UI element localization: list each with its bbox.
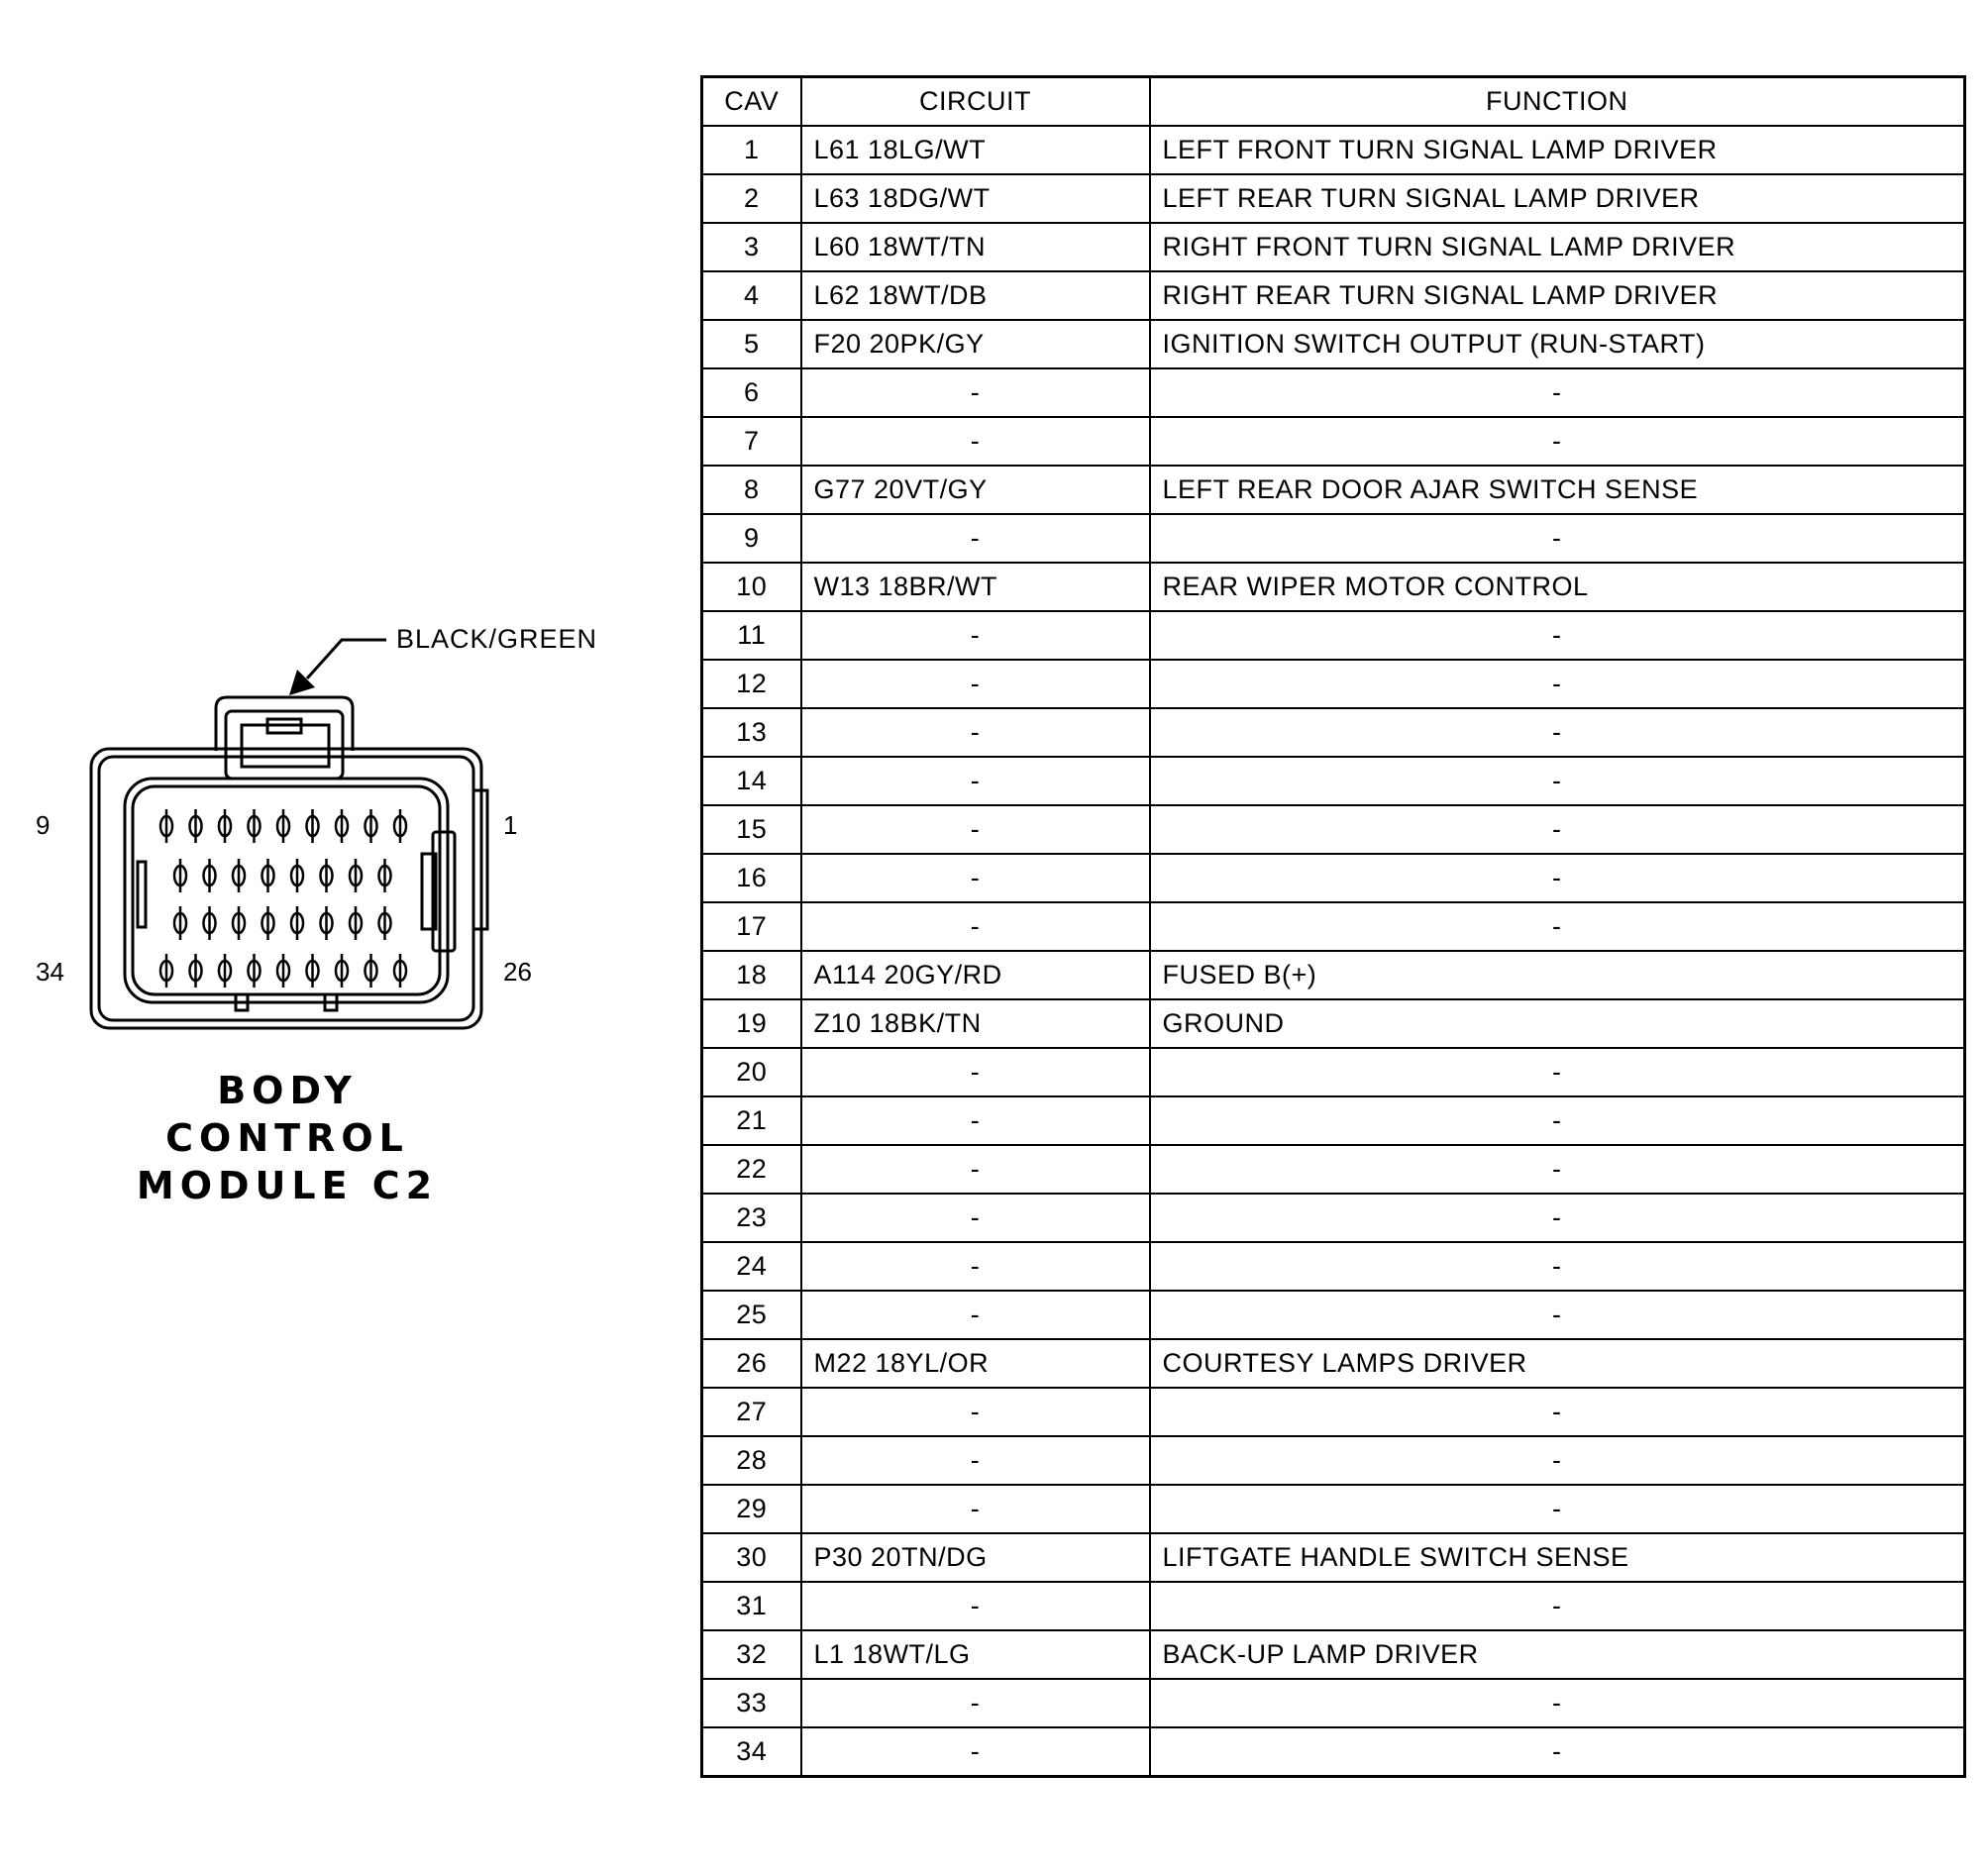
table-row [702,1242,1965,1291]
function-cell: GROUND [1150,999,1965,1048]
cav-cell: 19 [702,999,801,1048]
table-row [702,611,1965,660]
function-cell: - [1150,805,1965,854]
cav-cell: 9 [702,514,801,563]
circuit-cell: - [801,1145,1150,1194]
function-cell: - [1150,902,1965,951]
cav-cell: 17 [702,902,801,951]
connector-pin [262,906,274,940]
function-cell: BACK-UP LAMP DRIVER [1150,1630,1965,1679]
function-cell: - [1150,1388,1965,1436]
table-row [702,1388,1965,1436]
table-header-row [702,77,1965,127]
function-cell: - [1150,1679,1965,1727]
table-row [702,320,1965,368]
connector-pin [291,859,303,892]
connector-pin [277,954,289,988]
cav-cell: 25 [702,1291,801,1339]
cav-cell: 13 [702,708,801,757]
table-row [702,271,1965,320]
cav-cell: 6 [702,368,801,417]
function-cell: - [1150,1485,1965,1533]
table-row [702,1096,1965,1145]
function-cell: - [1150,417,1965,466]
circuit-cell: L60 18WT/TN [801,223,1150,271]
pin-label-top-left: 9 [36,810,51,840]
function-cell: RIGHT FRONT TURN SIGNAL LAMP DRIVER [1150,223,1965,271]
circuit-cell: A114 20GY/RD [801,951,1150,999]
connector-pin [174,906,186,940]
header-cav: CAV [702,77,801,127]
table-row [702,1582,1965,1630]
table-row [702,1533,1965,1582]
connector-title-line-1: BODY [217,1069,358,1112]
function-cell: - [1150,660,1965,708]
circuit-cell: W13 18BR/WT [801,563,1150,611]
function-cell: - [1150,757,1965,805]
circuit-cell: - [801,514,1150,563]
connector-pin [394,809,406,843]
connector-pin [219,954,231,988]
circuit-cell: L63 18DG/WT [801,174,1150,223]
connector-pin [190,954,202,988]
function-cell: - [1150,1048,1965,1096]
table-row [702,805,1965,854]
connector-pin [277,809,289,843]
connector-title-line-2: CONTROL [165,1116,409,1160]
cav-cell: 29 [702,1485,801,1533]
connector-pin [321,906,333,940]
cav-cell: 31 [702,1582,801,1630]
table-row [702,1630,1965,1679]
function-cell: RIGHT REAR TURN SIGNAL LAMP DRIVER [1150,271,1965,320]
cav-cell: 2 [702,174,801,223]
circuit-cell: - [801,757,1150,805]
circuit-cell: L61 18LG/WT [801,126,1150,174]
connector-pin [379,859,391,892]
connector-pins [160,809,406,988]
table-row [702,514,1965,563]
connector-pin [204,859,216,892]
function-cell: LEFT REAR TURN SIGNAL LAMP DRIVER [1150,174,1965,223]
table-row [702,1339,1965,1388]
connector-pin [379,906,391,940]
header-function: FUNCTION [1150,77,1965,127]
cav-cell: 15 [702,805,801,854]
cav-cell: 8 [702,466,801,514]
circuit-cell: - [801,417,1150,466]
table-row [702,951,1965,999]
function-cell: - [1150,1145,1965,1194]
circuit-cell: F20 20PK/GY [801,320,1150,368]
connector-pin [350,859,362,892]
connector-pin [307,809,319,843]
connector-housing [91,749,487,1028]
pin-label-bottom-right: 26 [503,957,532,987]
cav-cell: 23 [702,1194,801,1242]
table-row [702,1145,1965,1194]
function-cell: - [1150,1582,1965,1630]
connector-pin [350,906,362,940]
connector-pin [249,809,261,843]
circuit-cell: - [801,1485,1150,1533]
function-cell: LEFT FRONT TURN SIGNAL LAMP DRIVER [1150,126,1965,174]
cav-cell: 7 [702,417,801,466]
table-row [702,563,1965,611]
table-row [702,854,1965,902]
cav-cell: 3 [702,223,801,271]
table-row [702,660,1965,708]
connector-pin [394,954,406,988]
connector-latch [216,697,353,779]
circuit-cell: M22 18YL/OR [801,1339,1150,1388]
table-row [702,368,1965,417]
cav-cell: 26 [702,1339,801,1388]
circuit-cell: - [801,1096,1150,1145]
circuit-cell: - [801,902,1150,951]
function-cell: - [1150,1291,1965,1339]
connector-pin [160,809,172,843]
connector-pin [262,859,274,892]
circuit-cell: - [801,1291,1150,1339]
header-circuit: CIRCUIT [801,77,1150,127]
cav-cell: 18 [702,951,801,999]
cav-cell: 27 [702,1388,801,1436]
function-cell: - [1150,1727,1965,1777]
cav-cell: 24 [702,1242,801,1291]
function-cell: - [1150,1242,1965,1291]
function-cell: - [1150,1194,1965,1242]
connector-color-label: BLACK/GREEN [396,624,598,654]
connector-pin [219,809,231,843]
function-cell: - [1150,611,1965,660]
cav-cell: 32 [702,1630,801,1679]
table-row [702,174,1965,223]
cav-cell: 22 [702,1145,801,1194]
table-row [702,708,1965,757]
table-row [702,757,1965,805]
function-cell: - [1150,1096,1965,1145]
cav-cell: 33 [702,1679,801,1727]
cav-cell: 28 [702,1436,801,1485]
circuit-cell: - [801,1242,1150,1291]
function-cell: - [1150,514,1965,563]
table-row [702,126,1965,174]
circuit-cell: - [801,708,1150,757]
function-cell: REAR WIPER MOTOR CONTROL [1150,563,1965,611]
circuit-cell: - [801,1679,1150,1727]
table-row [702,1194,1965,1242]
function-cell: LEFT REAR DOOR AJAR SWITCH SENSE [1150,466,1965,514]
function-cell: LIFTGATE HANDLE SWITCH SENSE [1150,1533,1965,1582]
function-cell: - [1150,368,1965,417]
circuit-cell: - [801,1436,1150,1485]
connector-pin [233,906,245,940]
connector-pin [174,859,186,892]
cav-cell: 5 [702,320,801,368]
circuit-cell: - [801,611,1150,660]
cav-cell: 10 [702,563,801,611]
table-row [702,1048,1965,1096]
connector-pin [336,954,348,988]
function-cell: COURTESY LAMPS DRIVER [1150,1339,1965,1388]
function-cell: - [1150,854,1965,902]
connector-pin [366,954,377,988]
circuit-cell: L1 18WT/LG [801,1630,1150,1679]
pinout-table [700,75,1966,1778]
function-cell: IGNITION SWITCH OUTPUT (RUN-START) [1150,320,1965,368]
table-row [702,417,1965,466]
circuit-cell: - [801,1194,1150,1242]
pin-label-bottom-left: 34 [36,957,64,987]
table-row [702,1727,1965,1777]
table-row [702,1291,1965,1339]
function-cell: FUSED B(+) [1150,951,1965,999]
table-row [702,999,1965,1048]
cav-cell: 34 [702,1727,801,1777]
circuit-cell: P30 20TN/DG [801,1533,1150,1582]
table-row [702,1485,1965,1533]
circuit-cell: G77 20VT/GY [801,466,1150,514]
cav-cell: 12 [702,660,801,708]
cav-cell: 20 [702,1048,801,1096]
table-row [702,223,1965,271]
connector-pin [291,906,303,940]
table-row [702,1436,1965,1485]
table-row [702,902,1965,951]
connector-pin [160,954,172,988]
color-leader-arrow [289,640,386,695]
connector-pin [321,859,333,892]
circuit-cell: - [801,1388,1150,1436]
circuit-cell: Z10 18BK/TN [801,999,1150,1048]
connector-title-line-3: MODULE C2 [136,1164,439,1207]
cav-cell: 21 [702,1096,801,1145]
cav-cell: 30 [702,1533,801,1582]
pin-label-top-right: 1 [503,810,518,840]
circuit-cell: - [801,1727,1150,1777]
circuit-cell: - [801,1582,1150,1630]
cav-cell: 1 [702,126,801,174]
table-row [702,1679,1965,1727]
connector-pin [233,859,245,892]
cav-cell: 16 [702,854,801,902]
cav-cell: 4 [702,271,801,320]
circuit-cell: - [801,854,1150,902]
connector-pin [366,809,377,843]
connector-pin [307,954,319,988]
circuit-cell: - [801,660,1150,708]
cav-cell: 14 [702,757,801,805]
connector-pin [336,809,348,843]
table-row [702,466,1965,514]
function-cell: - [1150,708,1965,757]
connector-pin [249,954,261,988]
connector-pin [204,906,216,940]
function-cell: - [1150,1436,1965,1485]
connector-pin [190,809,202,843]
circuit-cell: - [801,1048,1150,1096]
cav-cell: 11 [702,611,801,660]
circuit-cell: L62 18WT/DB [801,271,1150,320]
circuit-cell: - [801,805,1150,854]
circuit-cell: - [801,368,1150,417]
